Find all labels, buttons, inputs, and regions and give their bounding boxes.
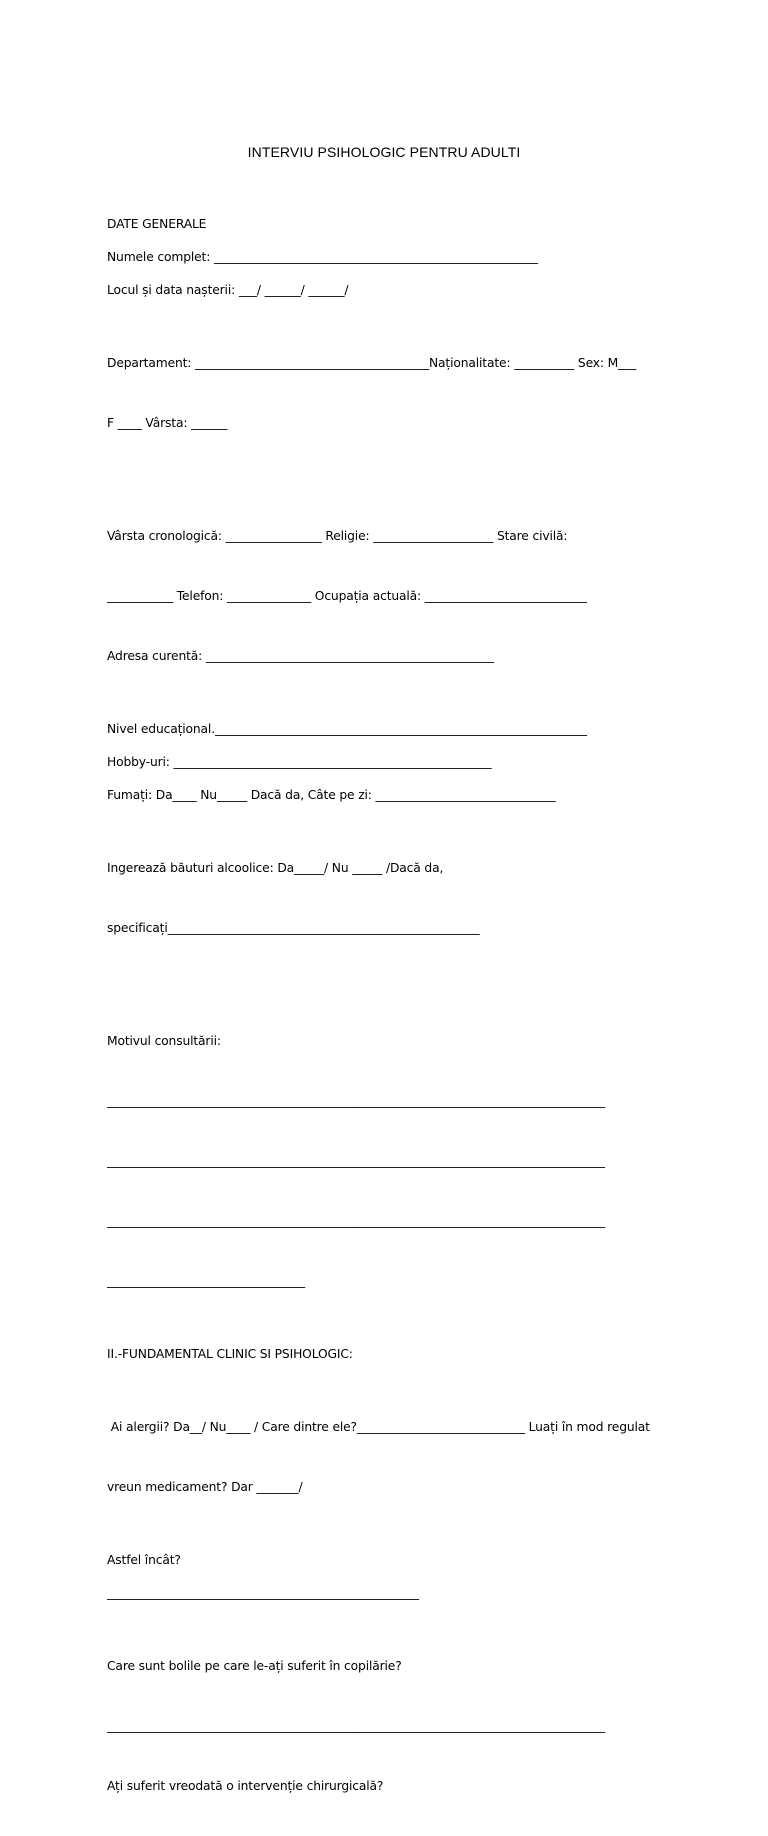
field-therefore-answer xyxy=(107,1583,667,1603)
field-department-group xyxy=(107,313,667,473)
field-education xyxy=(107,719,667,739)
field-birth-place-date-text: Locul și data nașterii: ___/ ______/ ______/ xyxy=(107,283,349,297)
field-childhood-illness-label: Care sunt bolile pe care le-ați suferit în copilărie? xyxy=(107,1659,402,1673)
field-allergies-group xyxy=(107,1377,667,1537)
field-therefore-line: ____________________________________________________ xyxy=(107,1586,419,1600)
field-age-line-2: ___________ Telefon: ______________ Ocupația actuală: ___________________________ xyxy=(107,589,587,603)
section-heading-clinical: II.-FUNDAMENTAL CLINIC SI PSIHOLOGIC: xyxy=(107,1347,353,1361)
field-hobbies-text: Hobby-uri: _____________________________________________________ xyxy=(107,755,492,769)
field-consultation-line-1: ___________________________________________________________________________________ xyxy=(107,1094,605,1108)
field-consultation-line-4: _________________________________ xyxy=(107,1274,305,1288)
field-alcohol-line-1: Ingerează băuturi alcoolice: Da_____/ Nu _____ /Dacă da, xyxy=(107,861,444,875)
field-alcohol-group xyxy=(107,818,667,978)
field-smoking xyxy=(107,785,667,805)
field-age-group xyxy=(107,486,667,706)
field-allergies-line-2: vreun medicament? Dar _______/ xyxy=(107,1480,303,1494)
field-full-name xyxy=(107,247,667,267)
field-therefore-label xyxy=(107,1550,667,1570)
field-surgery-label: Ați suferit vreodată o intervenție chirurgicală? xyxy=(107,1779,384,1793)
field-full-name-text: Numele complet: ______________________________________________________ xyxy=(107,250,538,264)
field-department-line-1: Departament: _______________________________________Naționalitate: __________ Sex: M___ xyxy=(107,356,637,370)
field-consultation-line-3: ___________________________________________________________________________________ xyxy=(107,1214,605,1228)
field-smoking-text: Fumați: Da____ Nu_____ Dacă da, Câte pe zi: ______________________________ xyxy=(107,788,556,802)
field-department-line-2: F ____ Vârsta: ______ xyxy=(107,416,228,430)
field-childhood-illness-line: ___________________________________________________________________________________ xyxy=(107,1719,605,1733)
field-hobbies xyxy=(107,752,667,772)
document-body xyxy=(107,214,667,1836)
field-therefore-text: Astfel încât? xyxy=(107,1553,181,1567)
field-consultation-reason-label: Motivul consultării: xyxy=(107,1034,221,1048)
field-birth-place-date xyxy=(107,280,667,300)
field-consultation-reason-group xyxy=(107,991,667,1331)
field-alcohol-line-2: specificați____________________________________________________ xyxy=(107,921,480,935)
field-address-line: Adresa curentă: ________________________________________________ xyxy=(107,649,494,663)
field-childhood-illness-group xyxy=(107,1616,667,1836)
field-consultation-line-2: ___________________________________________________________________________________ xyxy=(107,1154,605,1168)
document-title: INTERVIU PSIHOLOGIC PENTRU ADULTI xyxy=(247,144,521,160)
field-allergies-line-1: Ai alergii? Da__/ Nu____ / Care dintre ele?____________________________ Luați în mod regulat xyxy=(107,1420,650,1434)
field-age-line-1: Vârsta cronologică: ________________ Religie: ____________________ Stare civilă: xyxy=(107,529,568,543)
section-heading-general: DATE GENERALE xyxy=(107,217,207,231)
field-education-text: Nivel educațional.______________________________________________________________ xyxy=(107,722,587,736)
